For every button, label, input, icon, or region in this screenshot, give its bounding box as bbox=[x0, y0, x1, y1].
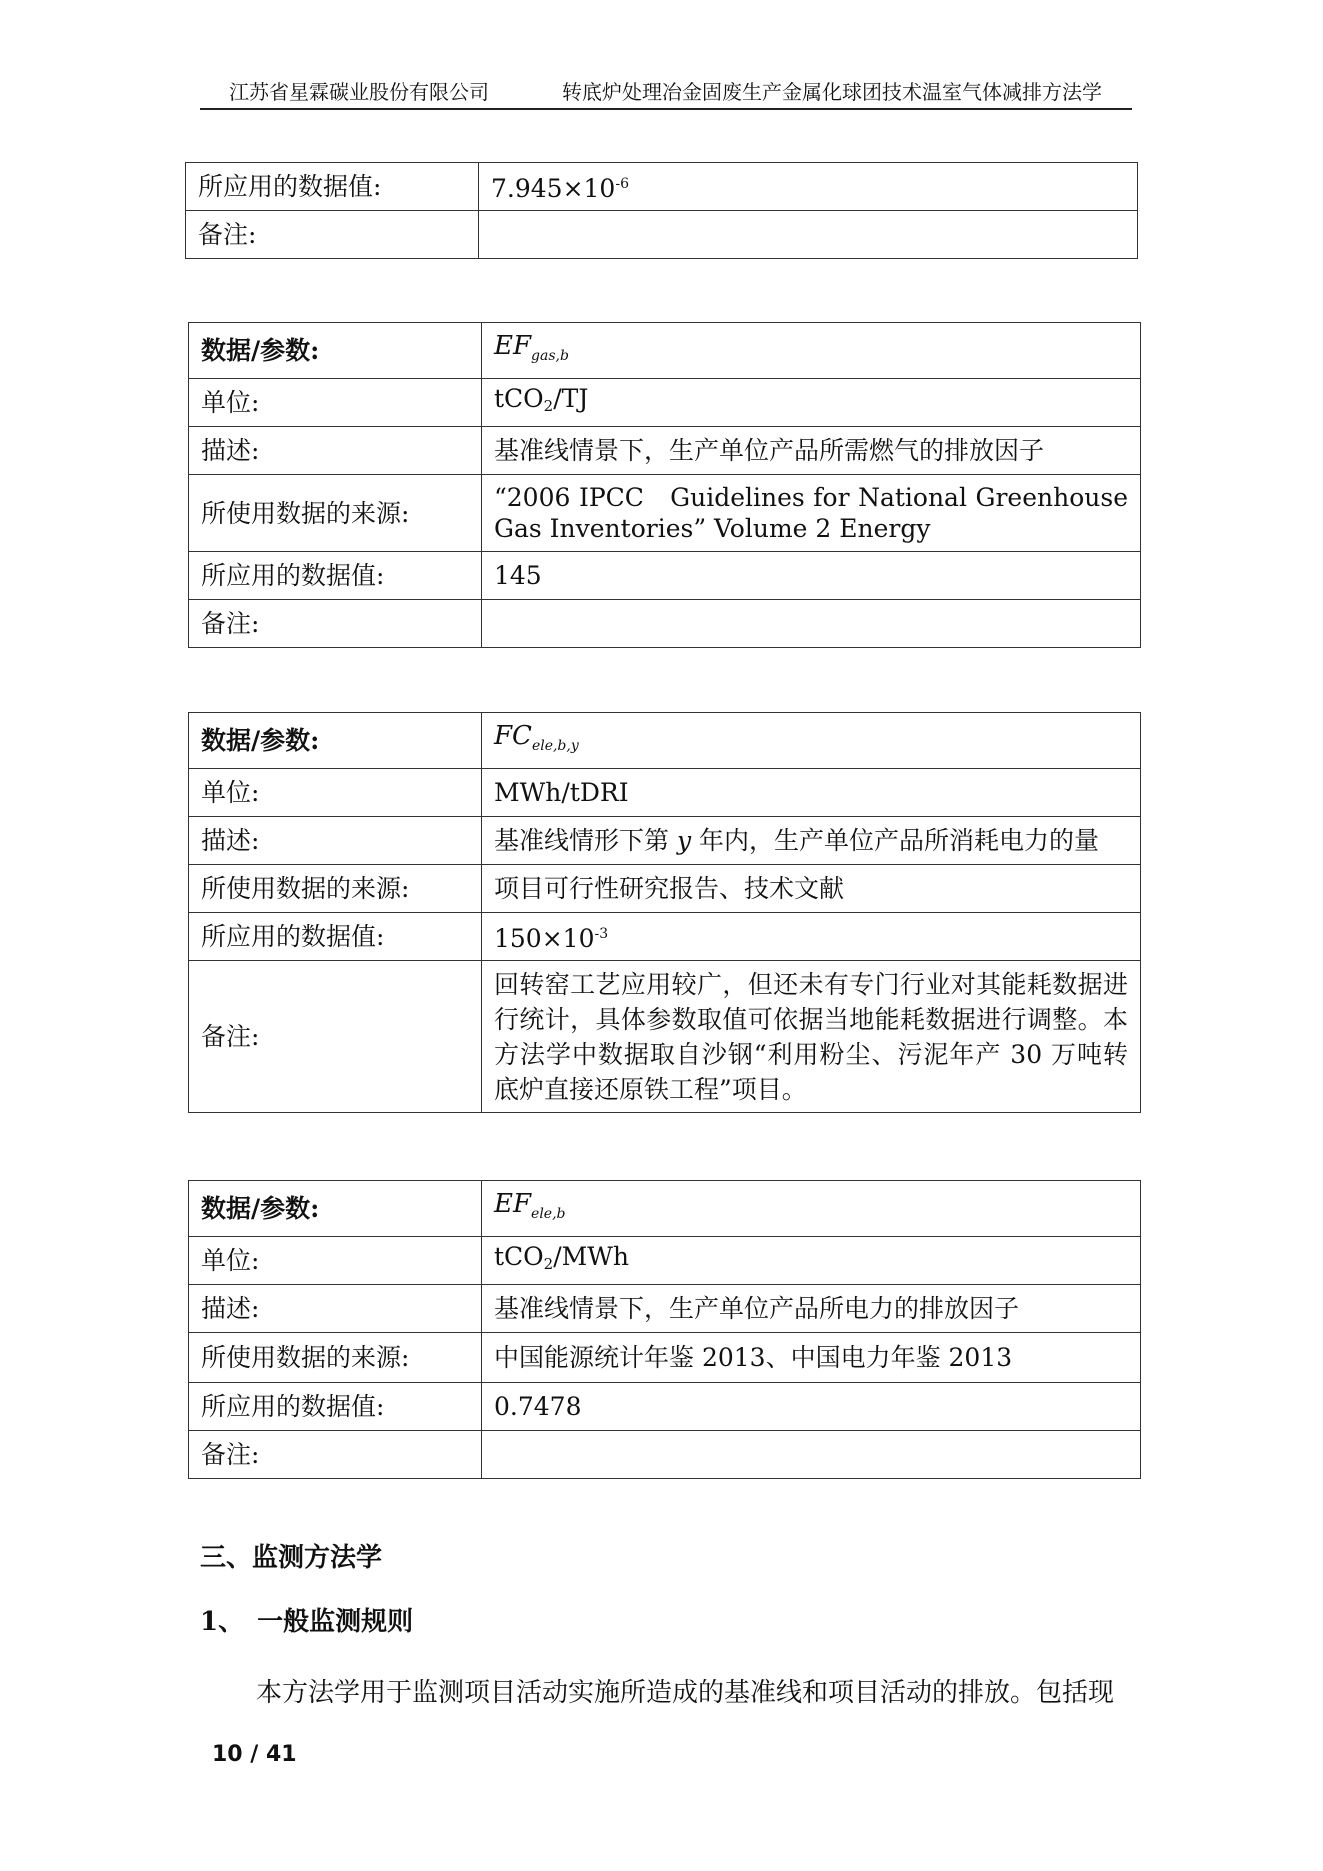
note-label: 备注: bbox=[189, 961, 482, 1113]
description-label: 描述: bbox=[189, 817, 482, 865]
applied-value-label: 所应用的数据值: bbox=[189, 913, 482, 961]
note-value: 回转窑工艺应用较广，但还未有专门行业对其能耗数据进行统计，具体参数取值可依据当地能耗数据进行调整。本方法学中数据取自沙钢“利用粉尘、污泥年产 30 万吨转底炉直接还原铁工程”项目。 bbox=[482, 961, 1141, 1113]
note-value bbox=[479, 211, 1138, 259]
param-symbol: $EF_{gas,b}$ bbox=[482, 323, 1141, 379]
param-table-ef-gas bbox=[188, 322, 1141, 648]
source-value: “2006 IPCC Guidelines for National Greenhouse Gas Inventories” Volume 2 Energy bbox=[482, 475, 1141, 552]
applied-value: $150\times 10^{-3}$ bbox=[482, 913, 1141, 961]
source-label: 所使用数据的来源: bbox=[189, 1333, 482, 1383]
note-value bbox=[482, 1431, 1141, 1479]
param-symbol: $EF_{ele,b}$ bbox=[482, 1181, 1141, 1237]
section-heading: 三、监测方法学 bbox=[200, 1543, 383, 1573]
param-symbol: $FC_{ele,b,y}$ bbox=[482, 713, 1141, 769]
param-table-continued bbox=[185, 162, 1138, 259]
applied-value: 0.7478 bbox=[482, 1383, 1141, 1431]
description-label: 描述: bbox=[189, 427, 482, 475]
source-value: 中国能源统计年鉴 2013、中国电力年鉴 2013 bbox=[482, 1333, 1141, 1383]
param-label: 数据/参数: bbox=[189, 713, 482, 769]
applied-value: 145 bbox=[482, 552, 1141, 600]
param-table-ef-ele bbox=[188, 1180, 1141, 1479]
note-label: 备注: bbox=[186, 211, 479, 259]
header-company: 江苏省星霖碳业股份有限公司 bbox=[229, 80, 489, 104]
subsection-heading: 1、 一般监测规则 bbox=[200, 1607, 414, 1637]
description-value: 基准线情形下第 y 年内，生产单位产品所消耗电力的量 bbox=[482, 817, 1141, 865]
unit-value: tCO2/TJ bbox=[482, 379, 1141, 427]
unit-label: 单位: bbox=[189, 1237, 482, 1285]
body-paragraph: 本方法学用于监测项目活动实施所造成的基准线和项目活动的排放。包括现 bbox=[256, 1678, 1115, 1708]
unit-label: 单位: bbox=[189, 769, 482, 817]
page-header bbox=[200, 76, 1132, 110]
applied-value-label: 所应用的数据值: bbox=[189, 552, 482, 600]
source-value: 项目可行性研究报告、技术文献 bbox=[482, 865, 1141, 913]
page-number: 10 / 41 bbox=[212, 1742, 297, 1767]
note-label: 备注: bbox=[189, 600, 482, 648]
header-title: 转底炉处理冶金固废生产金属化球团技术温室气体减排方法学 bbox=[562, 80, 1102, 104]
param-label: 数据/参数: bbox=[189, 1181, 482, 1237]
applied-value-label: 所应用的数据值: bbox=[189, 1383, 482, 1431]
description-value: 基准线情景下，生产单位产品所需燃气的排放因子 bbox=[482, 427, 1141, 475]
applied-value-label: 所应用的数据值: bbox=[186, 163, 479, 211]
param-table-fc-ele bbox=[188, 712, 1141, 1113]
unit-label: 单位: bbox=[189, 379, 482, 427]
note-value bbox=[482, 600, 1141, 648]
unit-value: MWh/tDRI bbox=[482, 769, 1141, 817]
description-label: 描述: bbox=[189, 1285, 482, 1333]
source-label: 所使用数据的来源: bbox=[189, 475, 482, 552]
note-label: 备注: bbox=[189, 1431, 482, 1479]
description-value: 基准线情景下，生产单位产品所电力的排放因子 bbox=[482, 1285, 1141, 1333]
applied-value: $7.945\times 10^{-6}$ bbox=[479, 163, 1138, 211]
unit-value: tCO2/MWh bbox=[482, 1237, 1141, 1285]
param-label: 数据/参数: bbox=[189, 323, 482, 379]
source-label: 所使用数据的来源: bbox=[189, 865, 482, 913]
